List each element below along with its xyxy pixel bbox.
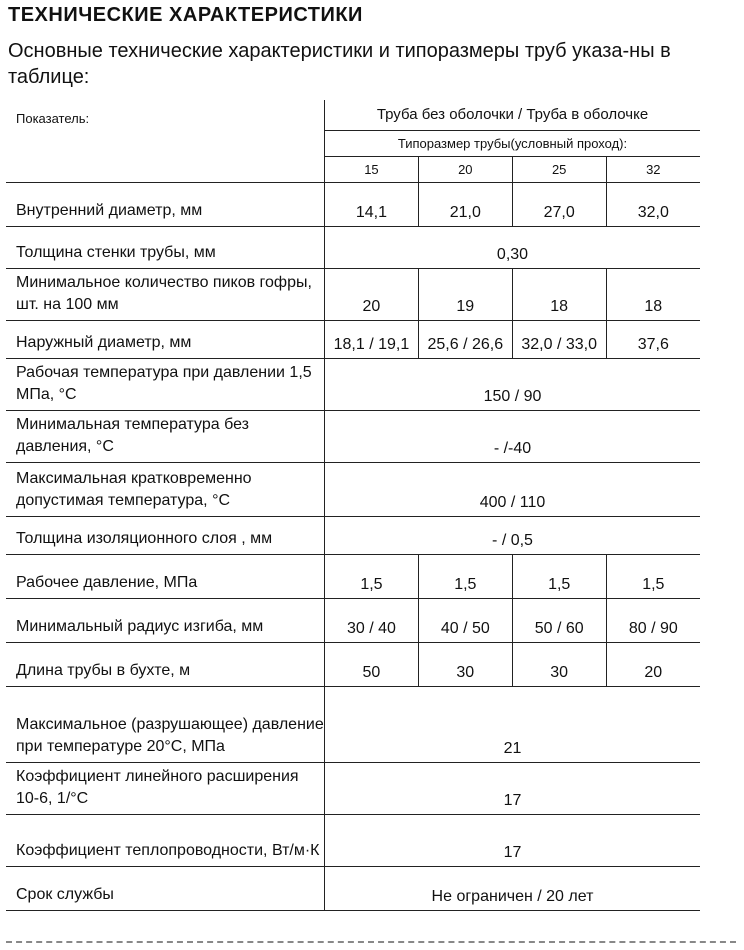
table-row bbox=[6, 462, 700, 516]
value-cell: 80 / 90 bbox=[606, 598, 700, 642]
value-cell: 30 bbox=[512, 642, 606, 686]
value-cell-merged: 17 bbox=[325, 762, 701, 814]
value-cell: 50 / 60 bbox=[512, 598, 606, 642]
value-cell-merged: - /-40 bbox=[325, 410, 701, 462]
size-cell: 15 bbox=[325, 156, 419, 182]
value-cell-merged: 21 bbox=[325, 686, 701, 762]
value-cell: 1,5 bbox=[512, 554, 606, 598]
value-cell: 30 / 40 bbox=[325, 598, 419, 642]
value-cell: 27,0 bbox=[512, 182, 606, 226]
value-cell: 18,1 / 19,1 bbox=[325, 320, 419, 358]
page-title: ТЕХНИЧЕСКИЕ ХАРАКТЕРИСТИКИ bbox=[8, 4, 363, 26]
row-label: Максимальное (разрушающее) давление при температуре 20°С, МПа bbox=[6, 686, 325, 762]
header-label: Показатель: bbox=[6, 100, 325, 182]
value-cell-merged: 0,30 bbox=[325, 226, 701, 268]
value-cell-merged: - / 0,5 bbox=[325, 516, 701, 554]
value-cell: 14,1 bbox=[325, 182, 419, 226]
table-row bbox=[6, 516, 700, 554]
value-cell-merged: Не ограничен / 20 лет bbox=[325, 866, 701, 910]
size-cell: 20 bbox=[418, 156, 512, 182]
row-label: Минимальный радиус изгиба, мм bbox=[6, 598, 325, 642]
table-row bbox=[6, 226, 700, 268]
value-cell: 37,6 bbox=[606, 320, 700, 358]
value-cell: 40 / 50 bbox=[418, 598, 512, 642]
table-row bbox=[6, 642, 700, 686]
header-group: Труба без оболочки / Труба в оболочке bbox=[325, 100, 701, 130]
specs-table bbox=[6, 100, 700, 911]
row-label: Максимальная кратковременно допустимая температура, °С bbox=[6, 462, 325, 516]
value-cell: 20 bbox=[606, 642, 700, 686]
table-row bbox=[6, 268, 700, 320]
table-row bbox=[6, 358, 700, 410]
row-label: Минимальная температура без давления, °С bbox=[6, 410, 325, 462]
header-sub: Типоразмер трубы(условный проход): bbox=[325, 130, 701, 156]
table-row bbox=[6, 598, 700, 642]
value-cell: 25,6 / 26,6 bbox=[418, 320, 512, 358]
table-row bbox=[6, 410, 700, 462]
table-row bbox=[6, 182, 700, 226]
table-row bbox=[6, 554, 700, 598]
value-cell-merged: 400 / 110 bbox=[325, 462, 701, 516]
table-row bbox=[6, 686, 700, 762]
table-row bbox=[6, 866, 700, 910]
table-row bbox=[6, 762, 700, 814]
row-label: Толщина изоляционного слоя , мм bbox=[6, 516, 325, 554]
value-cell: 32,0 bbox=[606, 182, 700, 226]
table-row bbox=[6, 814, 700, 866]
value-cell: 1,5 bbox=[418, 554, 512, 598]
value-cell-merged: 150 / 90 bbox=[325, 358, 701, 410]
value-cell-merged: 17 bbox=[325, 814, 701, 866]
size-cell: 25 bbox=[512, 156, 606, 182]
value-cell: 18 bbox=[512, 268, 606, 320]
table-row bbox=[6, 320, 700, 358]
value-cell: 21,0 bbox=[418, 182, 512, 226]
row-label: Наружный диаметр, мм bbox=[6, 320, 325, 358]
value-cell: 20 bbox=[325, 268, 419, 320]
row-label: Минимальное количество пиков гофры, шт. на 100 мм bbox=[6, 268, 325, 320]
value-cell: 30 bbox=[418, 642, 512, 686]
row-label: Срок службы bbox=[6, 866, 325, 910]
value-cell: 1,5 bbox=[325, 554, 419, 598]
row-label: Рабочая температура при давлении 1,5 МПа, °С bbox=[6, 358, 325, 410]
dashed-divider bbox=[6, 941, 736, 943]
value-cell: 32,0 / 33,0 bbox=[512, 320, 606, 358]
intro-text: Основные технические характеристики и типоразмеры труб указа-ны в таблице: bbox=[8, 40, 671, 88]
size-cell: 32 bbox=[606, 156, 700, 182]
row-label: Коэффициент теплопроводности, Вт/м·К bbox=[6, 814, 325, 866]
row-label: Толщина стенки трубы, мм bbox=[6, 226, 325, 268]
value-cell: 19 bbox=[418, 268, 512, 320]
value-cell: 18 bbox=[606, 268, 700, 320]
row-label: Длина трубы в бухте, м bbox=[6, 642, 325, 686]
row-label: Коэффициент линейного расширения 10-6, 1/°С bbox=[6, 762, 325, 814]
row-label: Внутренний диаметр, мм bbox=[6, 182, 325, 226]
value-cell: 50 bbox=[325, 642, 419, 686]
value-cell: 1,5 bbox=[606, 554, 700, 598]
row-label: Рабочее давление, МПа bbox=[6, 554, 325, 598]
